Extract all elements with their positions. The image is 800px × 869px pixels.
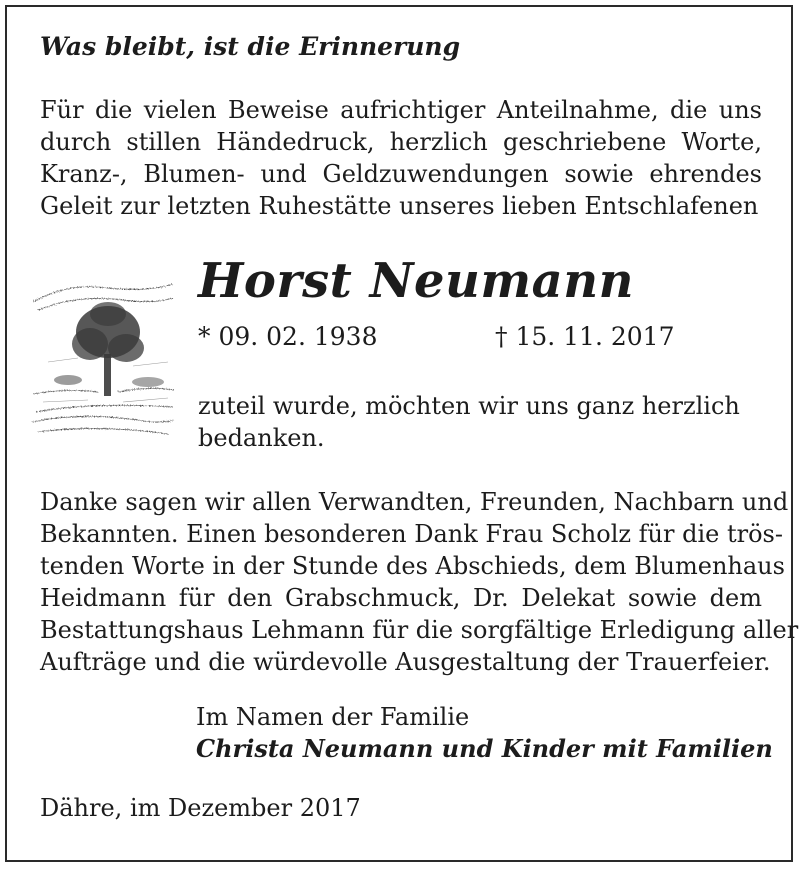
thanks-line: bedanken. bbox=[198, 424, 325, 452]
danke-paragraph bbox=[40, 486, 799, 678]
tree-landscape-icon bbox=[28, 262, 178, 442]
danke-line: Aufträge und die würdevolle Ausgestaltung der Trauerfeier. bbox=[40, 648, 771, 676]
signature-names: Christa Neumann und Kinder mit Familien bbox=[196, 734, 773, 763]
danke-line: Heidmann für den Grabschmuck, Dr. Delekat sowie dem bbox=[40, 584, 762, 612]
danke-line: Bestattungshaus Lehmann für die sorgfältige Erledigung aller bbox=[40, 616, 799, 644]
danke-line: Danke sagen wir allen Verwandten, Freunden, Nachbarn und bbox=[40, 488, 789, 516]
signature-intro: Im Namen der Familie bbox=[196, 703, 470, 731]
thanks-line: zuteil wurde, möchten wir uns ganz herzlich bbox=[198, 392, 740, 420]
danke-line: Bekannten. Einen besonderen Dank Frau Scholz für die trös- bbox=[40, 520, 783, 548]
birth-date: * 09. 02. 1938 bbox=[198, 322, 378, 351]
intro-paragraph bbox=[40, 94, 762, 222]
deceased-name: Horst Neumann bbox=[198, 253, 635, 309]
death-date: † 15. 11. 2017 bbox=[495, 322, 675, 351]
intro-line: durch stillen Händedruck, herzlich geschriebene Worte, bbox=[40, 128, 762, 156]
danke-line: tenden Worte in der Stunde des Abschieds, dem Blumenhaus bbox=[40, 552, 785, 580]
intro-line: Für die vielen Beweise aufrichtiger Anteilnahme, die uns bbox=[40, 96, 762, 124]
thanks-paragraph bbox=[198, 390, 740, 454]
headline: Was bleibt, ist die Erinnerung bbox=[40, 32, 461, 61]
place-date: Dähre, im Dezember 2017 bbox=[40, 794, 361, 822]
intro-line: Kranz-, Blumen- und Geldzuwendungen sowie ehrendes bbox=[40, 160, 762, 188]
intro-line: Geleit zur letzten Ruhestätte unseres lieben Entschlafenen bbox=[40, 192, 759, 220]
